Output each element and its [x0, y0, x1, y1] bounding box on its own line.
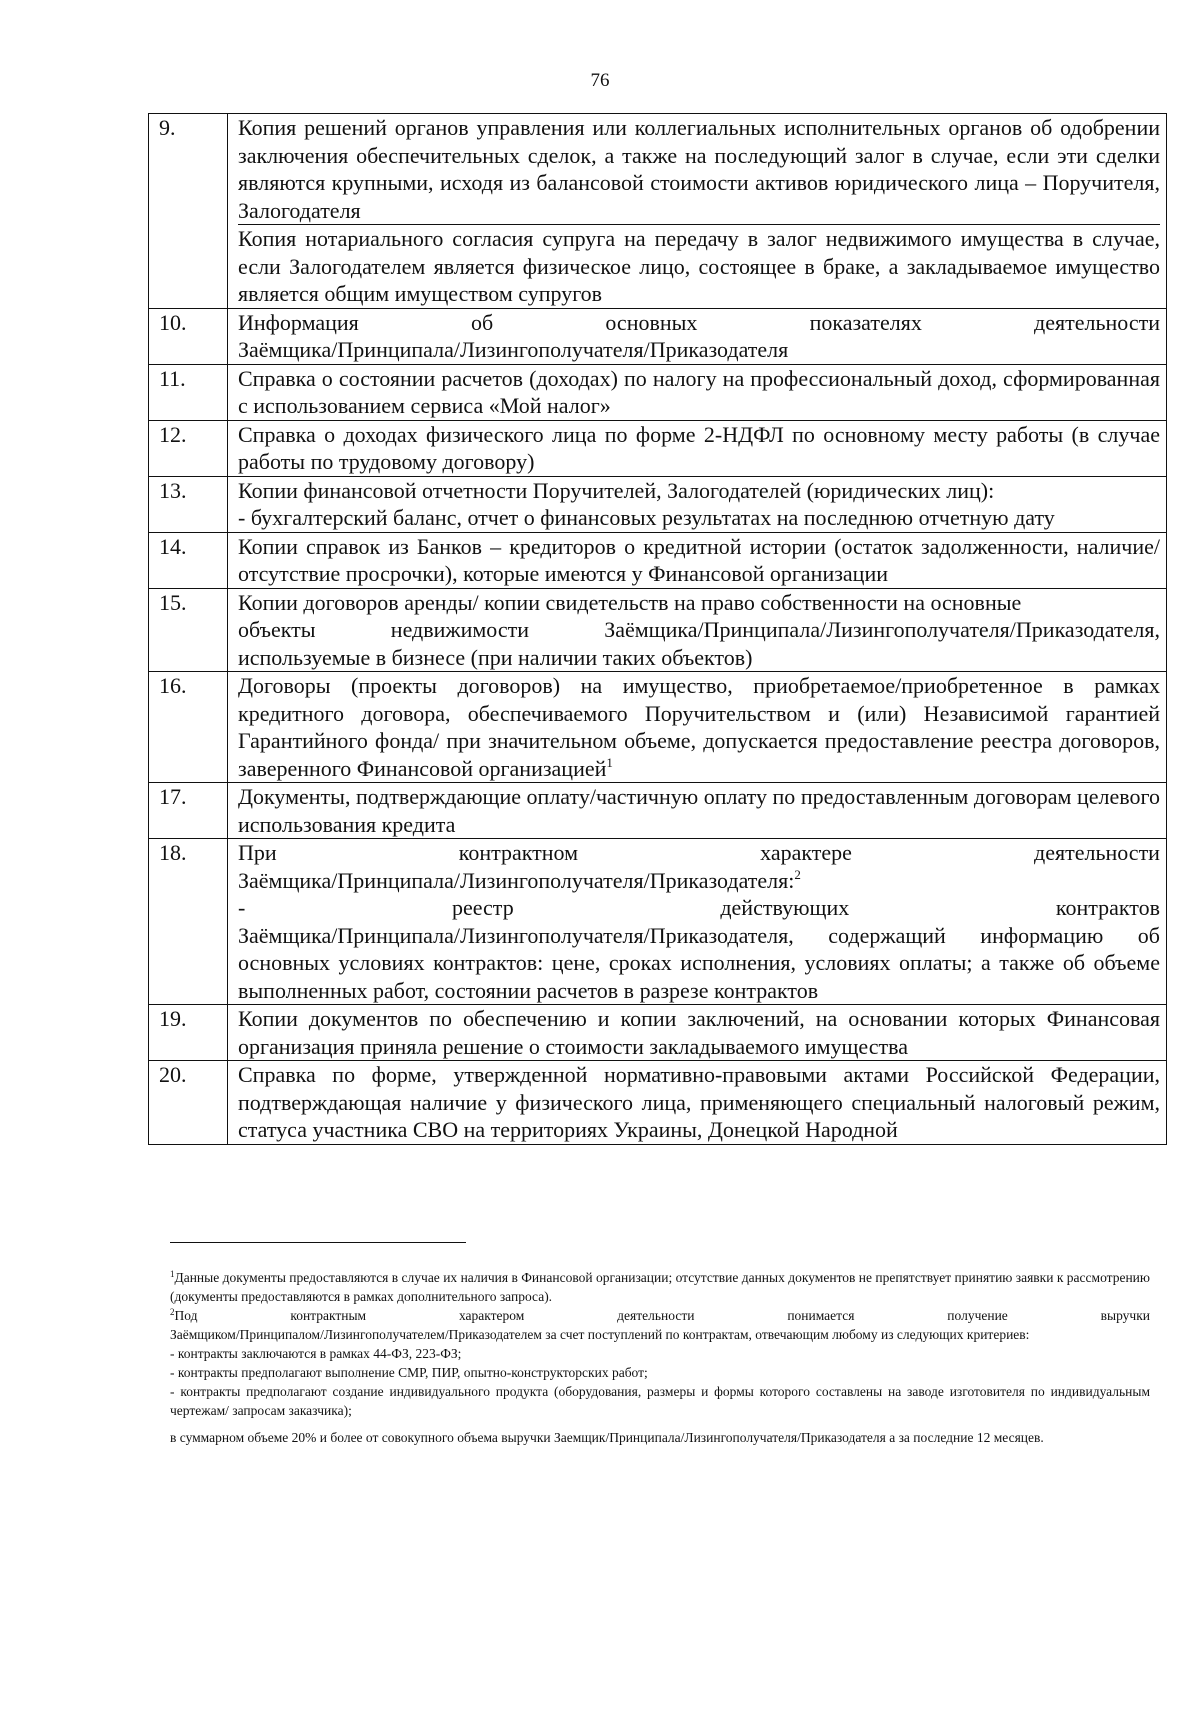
footnote-separator — [170, 1242, 466, 1243]
row-number: 18. — [149, 839, 228, 1005]
row-text-line — [238, 309, 1160, 337]
row-text — [228, 839, 1167, 1005]
row-text-line — [238, 867, 1160, 895]
table-row-17 — [149, 783, 1167, 839]
table-row-16 — [149, 672, 1167, 783]
word: контрактов — [1055, 895, 1160, 920]
footnote-mark: 1 — [170, 1269, 175, 1279]
row-number: 12. — [149, 420, 228, 476]
footnote-2-first-line — [170, 1306, 1150, 1325]
row-text — [228, 588, 1167, 672]
table-row-11 — [149, 364, 1167, 420]
row-number: 9. — [149, 114, 228, 309]
row-text: Справка о доходах физического лица по форме 2-НДФЛ по основному месту работы (в случае работы по трудовому договору) — [228, 420, 1167, 476]
table-row-14 — [149, 532, 1167, 588]
word: При — [238, 840, 277, 865]
word: об — [470, 309, 494, 335]
word: Информация — [238, 309, 359, 335]
word: выручки — [1100, 1308, 1150, 1323]
footnote-mark: 2 — [170, 1307, 175, 1317]
footnotes — [170, 1268, 1150, 1447]
row-text — [228, 308, 1167, 364]
footnote-list-item: - контракты заключаются в рамках 44-ФЗ, 223-ФЗ; — [170, 1346, 462, 1361]
word: контрактным — [290, 1308, 367, 1323]
row-text — [228, 672, 1167, 783]
footnote-ref: 1 — [606, 754, 613, 770]
row-text-part: Копия нотариального согласия супруга на передачу в залог недвижимого имущества в случае, если Залогодателем является физическое лицо, состоящее в браке, а закладываемое имущество является общим имуществом супругов — [238, 226, 1160, 306]
word: деятельности — [1034, 840, 1160, 865]
row-number: 16. — [149, 672, 228, 783]
table-row-10 — [149, 308, 1167, 364]
footnote-text: Данные документы предоставляются в случае их наличия в Финансовой организации; отсутствие данных документов не препятствует принятию заявки к рассмотрению (документы предоставляются в рамках дополнительного запроса). — [170, 1270, 1150, 1304]
word: деятельности — [1034, 309, 1160, 335]
word: реестр — [451, 895, 514, 920]
row-text-line — [238, 616, 1160, 644]
footnote-list-item: - контракты предполагают выполнение СМР, ПИР, опытно-конструкторских работ; — [170, 1365, 648, 1380]
table-row-18 — [149, 839, 1167, 1005]
row-number: 14. — [149, 532, 228, 588]
row-number: 15. — [149, 588, 228, 672]
word: - — [238, 895, 246, 920]
row-number: 17. — [149, 783, 228, 839]
row-number: 20. — [149, 1061, 228, 1145]
word: объекты — [238, 617, 316, 642]
row-text-line — [238, 894, 1160, 922]
footnote-2-text: Заёмщиком/Принципалом/Лизингополучателем/Приказодателем за счет поступлений по контрактам, отвечающим любому из следующих критериев: — [170, 1327, 1030, 1342]
table-row-9 — [149, 114, 1167, 309]
word: Заёмщика/Принципала/Лизингополучателя/Приказодателя, — [604, 617, 1160, 642]
row-text: Копии справок из Банков – кредиторов о кредитной истории (остаток задолженности, наличие/отсутствие просрочки), которые имеются у Финансовой организации — [228, 532, 1167, 588]
row-text-line: - бухгалтерский баланс, отчет о финансовых результатах на последнюю отчетную дату — [238, 505, 1055, 530]
row-text-line: используемые в бизнесе (при наличии таких объектов) — [238, 644, 753, 670]
footnote-ref: 2 — [794, 866, 801, 882]
row-number: 19. — [149, 1005, 228, 1061]
row-text: Справка по форме, утвержденной нормативно-правовыми актами Российской Федерации, подтверждающая наличие у физического лица, применяющего специальный налоговый режим, статуса участника СВО на территориях Украины, Донецкой Народной — [228, 1061, 1167, 1145]
word: контрактном — [458, 840, 579, 865]
table-row-15 — [149, 588, 1167, 672]
row-text-line: Заёмщика/Принципала/Лизингополучателя/Приказодателя — [238, 337, 789, 362]
row-text: Копии документов по обеспечению и копии заключений, на основании которых Финансовая организация приняла решение о стоимости закладываемого имущества — [228, 1005, 1167, 1061]
row-text-line: Заёмщика/Принципала/Лизингополучателя/Приказодателя, содержащий информацию об основных условиях контрактов: цене, сроках исполнения, условиях оплаты; а также об объеме выполненных работ, состоянии расчетов в разрезе контрактов — [238, 922, 1160, 1003]
word-text: Под — [174, 1308, 198, 1323]
footnote-closing: в суммарном объеме 20% и более от совокупного объема выручки Заемщик/Принципала/Лизингополучателя/Приказодателя а за последние 12 месяцев. — [170, 1430, 1044, 1445]
word: получение — [947, 1308, 1008, 1323]
row-text-line: Копии финансовой отчетности Поручителей, Залогодателей (юридических лиц): — [238, 477, 995, 503]
row-text-body: Заёмщика/Принципала/Лизингополучателя/Приказодателя: — [238, 867, 795, 893]
page-number: 76 — [590, 70, 610, 91]
word: понимается — [787, 1308, 855, 1323]
footnote-1 — [170, 1268, 1150, 1306]
documents-table — [148, 113, 1167, 1145]
row-number: 11. — [149, 364, 228, 420]
word — [170, 1306, 197, 1325]
row-text-line — [238, 839, 1160, 867]
word: основных — [605, 309, 698, 335]
row-number: 10. — [149, 308, 228, 364]
row-text — [228, 114, 1167, 309]
table-row-20 — [149, 1061, 1167, 1145]
row-text: Документы, подтверждающие оплату/частичную оплату по предоставленным договорам целевого использования кредита — [228, 783, 1167, 839]
row-text — [228, 476, 1167, 532]
word: недвижимости — [390, 617, 529, 642]
row-text-line: Копии договоров аренды/ копии свидетельств на право собственности на основные — [238, 589, 1022, 615]
row-text-body: Договоры (проекты договоров) на имущество, приобретаемое/приобретенное в рамках кредитного договора, обеспечиваемого Поручительством и (или) Независимой гарантией Гарантийного фонда/ при значительном объеме, допускается предоставление реестра договоров, заверенного Финансовой организацией — [238, 673, 1160, 781]
word: действующих — [720, 895, 850, 920]
row-number: 13. — [149, 476, 228, 532]
table-row-12 — [149, 420, 1167, 476]
row-text: Справка о состоянии расчетов (доходах) по налогу на профессиональный доход, сформированная с использованием сервиса «Мой налог» — [228, 364, 1167, 420]
table-row-13 — [149, 476, 1167, 532]
word: характере — [760, 840, 852, 865]
word: деятельности — [617, 1308, 695, 1323]
row-text-part: Копия решений органов управления или коллегиальных исполнительных органов об одобрении заключения обеспечительных сделок, а также на последующий залог в случае, если эти сделки являются крупными, исходя из балансовой стоимости активов юридического лица – Поручителя, Залогодателя — [238, 115, 1160, 223]
footnote-list-item: - контракты предполагают создание индивидуального продукта (оборудования, размеры и формы которого составлены на заводе изготовителя по индивидуальным чертежам/ запросам заказчика); — [170, 1384, 1150, 1418]
table-row-19 — [149, 1005, 1167, 1061]
word: показателях — [809, 309, 922, 335]
word: характером — [458, 1308, 525, 1323]
